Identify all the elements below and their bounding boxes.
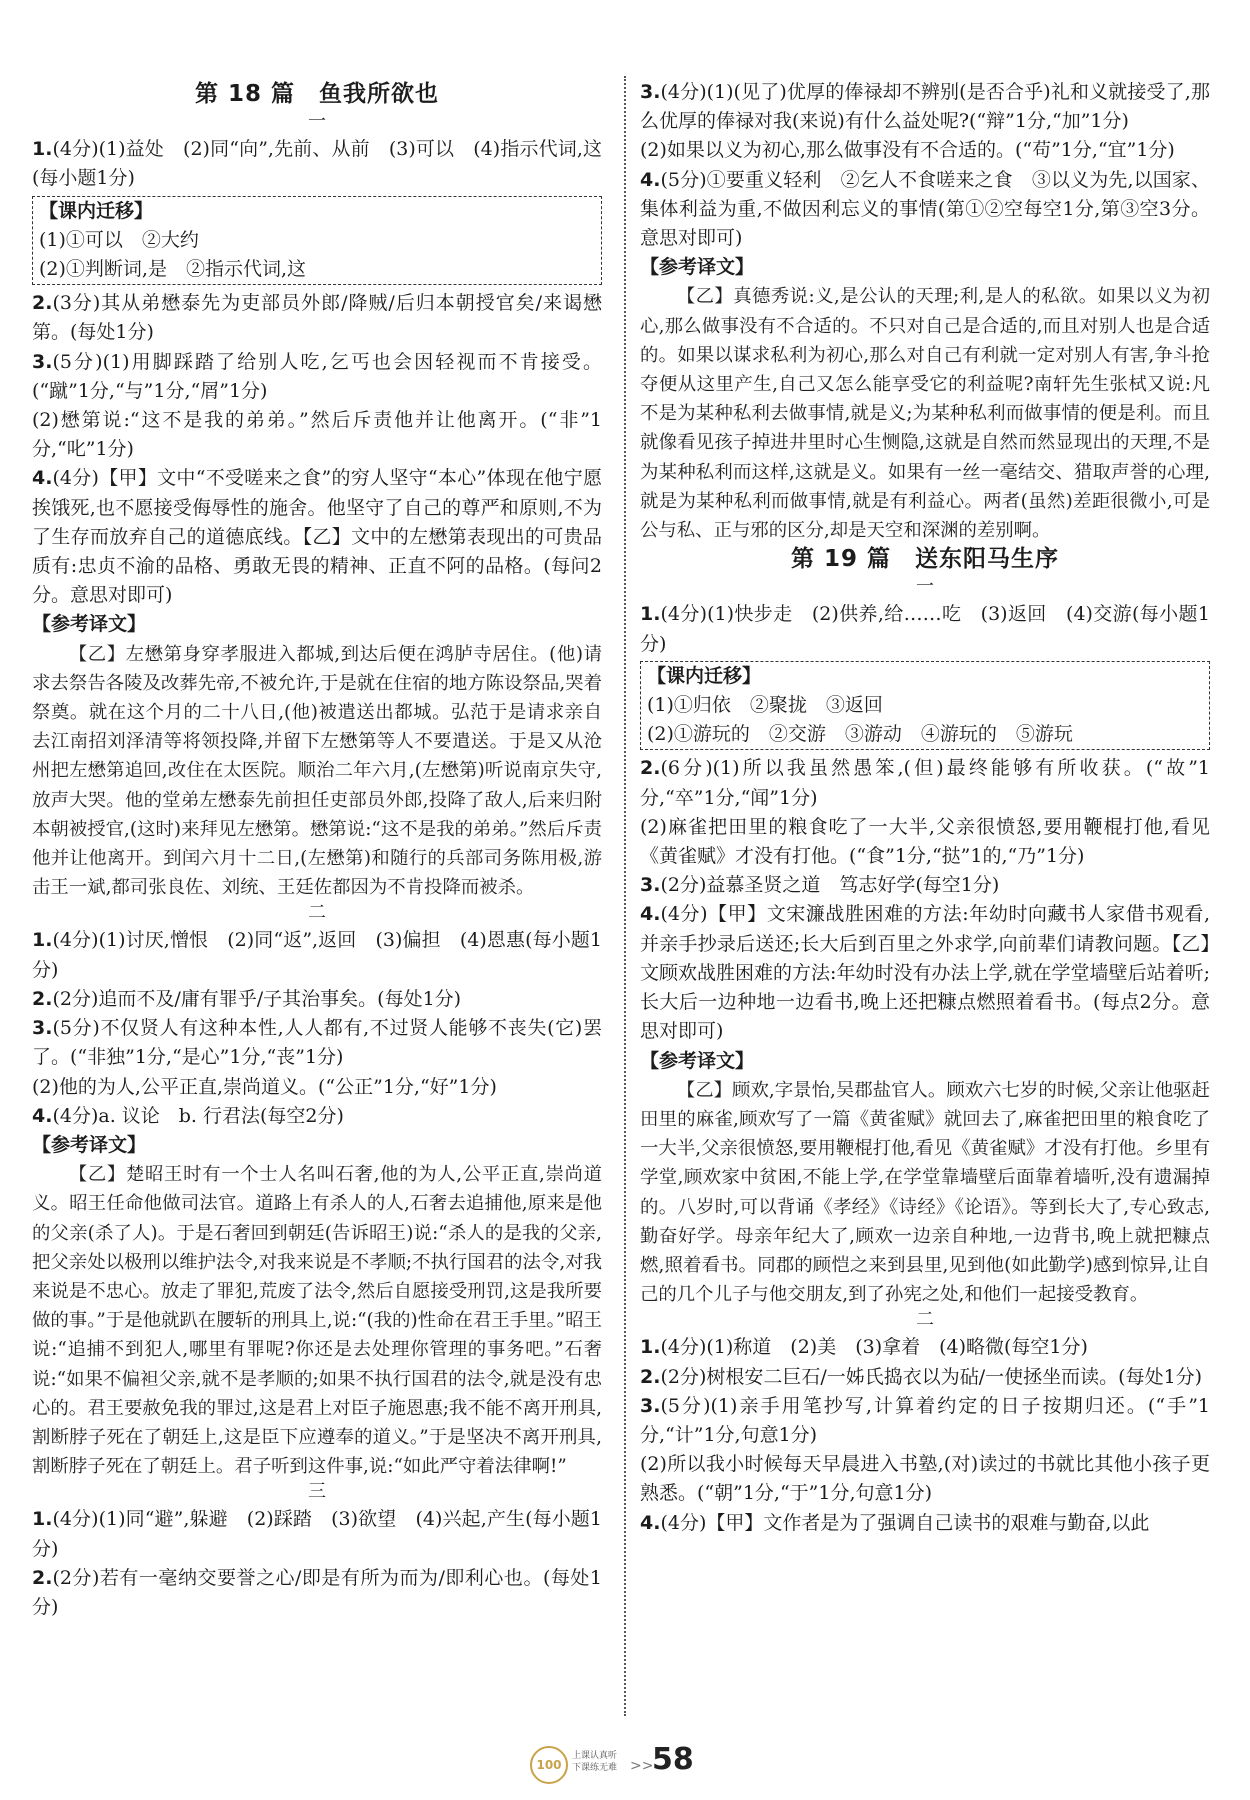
- reference-translation-heading: 【参考译文】: [640, 256, 755, 279]
- brand-logo-icon: 100: [530, 1746, 568, 1784]
- answer-item: 1.(4分)(1)益处 (2)同“向”,先前、从前 (3)可以 (4)指示代词,这(每小题1分): [32, 138, 602, 190]
- answer-item: 4.(4分)【甲】文作者是为了强调自己读书的艰难与勤奋,以此: [640, 1511, 1150, 1534]
- answer-subitem: (2)懋第说:“这不是我的弟弟。”然后斥责他并让他离开。(“非”1分,“叱”1分): [32, 409, 602, 461]
- answer-subitem: (2)他的为人,公平正直,崇尚道义。(“公正”1分,“好”1分): [32, 1075, 497, 1098]
- right-column: [640, 78, 1210, 1538]
- answer-item: 3.(5分)(1)用脚踩踏了给别人吃,乞丐也会因轻视而不肯接受。(“蹴”1分,“与”1分,“屑”1分): [32, 350, 602, 402]
- slogan-line: 上课认真听: [572, 1751, 618, 1761]
- answer-subitem: (2)如果以义为初心,那么做事没有不合适的。(“苟”1分,“宜”1分): [640, 139, 1175, 162]
- answer-subitem: (2)麻雀把田里的粮食吃了一大半,父亲很愤怒,要用鞭棍打他,看见《黄雀赋》才没有打他。(“食”1分,“挞”1的,“乃”1分): [640, 815, 1210, 868]
- arrow-icon: >>: [630, 1758, 654, 1774]
- box-line: (2)①判断词,是 ②指示代词,这: [39, 258, 306, 281]
- answer-item: 3.(5分)不仅贤人有这种本性,人人都有,不过贤人能够不丧失(它)罢了。(“非独”1分,“是心”1分,“丧”1分): [32, 1017, 602, 1069]
- translation-text: 【乙】左懋第身穿孝服进入都城,到达后便在鸿胪寺居住。(他)请求去祭告各陵及改葬先帝,不被允许,于是就在住宿的地方陈设祭品,哭着祭奠。就在这个月的二十八日,(他)被遣送出都城。弘范于是请求亲自去江南招刘泽清等将领投降,并留下左懋第等人不要遣送。于是又从沧州把左懋第追回,改住在太医院。顺治二年六月,(左懋第)听说南京失守,放声大哭。他的堂弟左懋泰先前担任吏部员外郎,投降了敌人,后来归附本朝被授官,(这时)来拜见左懋第。懋第说:“这不是我的弟弟。”然后斥责他并让他离开。到闰六月十二日,(左懋第)和随行的兵部司务陈用极,游击王一斌,都司张良佐、刘统、王廷佐都因为不肯投降而被杀。: [32, 643, 602, 899]
- answer-item: 1.(4分)(1)称道 (2)美 (3)拿着 (4)略微(每空1分): [640, 1336, 1088, 1359]
- answer-item: 2.(2分)追而不及/庸有罪乎/子其治事矣。(每处1分): [32, 987, 462, 1010]
- answer-item: 1.(4分)(1)快步走 (2)供养,给……吃 (3)返回 (4)交游(每小题1分): [640, 603, 1210, 655]
- answer-item: 1.(4分)(1)同“避”,躲避 (2)踩踏 (3)欲望 (4)兴起,产生(每小题1分): [32, 1508, 602, 1560]
- left-column: [32, 80, 602, 1622]
- footer-slogan: [572, 1750, 628, 1774]
- answer-item: 2.(3分)其从弟懋泰先为吏部员外郎/降贼/后归本朝授官矣/来谒懋第。(每处1分): [32, 292, 602, 344]
- in-class-transfer-box: [640, 661, 1210, 751]
- reference-translation-heading: 【参考译文】: [640, 1049, 755, 1072]
- section-18-title: 第 18 篇 鱼我所欲也: [194, 81, 440, 107]
- answer-item: 4.(4分)【甲】文中“不受嗟来之食”的穷人坚守“本心”体现在他宁愿挨饿死,也不愿接受侮辱性的施舍。他坚守了自己的尊严和原则,不为了生存而放弃自己的道德底线。【乙】文中的左懋第表现出的可贵品质有:忠贞不渝的品格、勇敢无畏的精神、正直不阿的品格。(每问2分。意思对即可): [32, 467, 602, 607]
- answer-subitem: (2)所以我小时候每天早晨进入书塾,(对)读过的书就比其他小孩子更熟悉。(“朝”1分,“于”1分,句意1分): [640, 1453, 1210, 1505]
- slogan-line: 下课练无难: [572, 1763, 618, 1773]
- answer-item: 2.(6分)(1)所以我虽然愚笨,(但)最终能够有所收获。(“故”1分,“卒”1分,“闻”1分): [640, 757, 1210, 809]
- part-heading: 一: [308, 111, 326, 133]
- box-line: (2)①游玩的 ②交游 ③游动 ④游玩的 ⑤游玩: [647, 723, 1073, 746]
- answer-item: 3.(4分)(1)(见了)优厚的俸禄却不辨别(是否合乎)礼和义就接受了,那么优厚的俸禄对我(来说)有什么益处呢?(“辩”1分,“加”1分): [640, 81, 1210, 133]
- in-class-transfer-box: [32, 196, 602, 286]
- box-title: 【课内迁移】: [39, 199, 154, 222]
- answer-item: 1.(4分)(1)讨厌,憎恨 (2)同“返”,返回 (3)偏担 (4)恩惠(每小题1分): [32, 929, 602, 981]
- answer-item: 3.(5分)(1)亲手用笔抄写,计算着约定的日子按期归还。(“手”1分,“计”1分,句意1分): [640, 1394, 1210, 1446]
- part-heading: 二: [916, 1309, 934, 1331]
- answer-item: 2.(2分)树根安二巨石/一姊氏捣衣以为砧/一使拯坐而读。(每处1分): [640, 1365, 1203, 1388]
- translation-text: 【乙】顾欢,字景怡,吴郡盐官人。顾欢六七岁的时候,父亲让他驱赶田里的麻雀,顾欢写了一篇《黄雀赋》就回去了,麻雀把田里的粮食吃了一大半,父亲很愤怒,要用鞭棍打他,看见《黄雀赋》才没有打他。乡里有学堂,顾欢家中贫困,不能上学,在学堂靠墙壁后面靠着墙听,没有遗漏掉的。八岁时,可以背诵《孝经》《诗经》《论语》。等到长大了,专心致志,勤奋好学。母亲年纪大了,顾欢一边亲自种地,一边背书,晚上就把糠点燃,照着看书。同郡的顾恺之来到县里,见到他(如此勤学)感到惊异,让自己的几个儿子与他交朋友,到了孙宪之处,和他们一起接受教育。: [640, 1079, 1210, 1306]
- box-title: 【课内迁移】: [647, 664, 762, 687]
- answer-item: 2.(2分)若有一毫纳交要誉之心/即是有所为而为/即利心也。(每处1分): [32, 1566, 602, 1618]
- translation-text: 【乙】楚昭王时有一个士人名叫石奢,他的为人,公平正直,崇尚道义。昭王任命他做司法官。道路上有杀人的人,石奢去追捕他,原来是他的父亲(杀了人)。于是石奢回到朝廷(告诉昭王)说:“杀人的是我的父亲,把父亲处以极刑以维护法令,对我来说是不孝顺;不执行国君的法令,对我来说是不忠心。放走了罪犯,荒废了法令,然后自愿接受刑罚,这是我所要做的事。”于是他就趴在腰斩的刑具上,说:“(我的)性命在君王手里。”昭王说:“追捕不到犯人,哪里有罪呢?你还是去处理你管理的事务吧。”石奢说:“如果不偏袒父亲,就不是孝顺的;如果不执行国君的法令,就是没有忠心的。君王要赦免我的罪过,这是君上对臣子施恩惠;我不能不离开刑具,割断脖子死在了朝廷上,这是臣下应遵奉的道义。”于是坚决不离开刑具,割断脖子死在了朝廷上。君子听到这件事,说:“如此严守着法律啊!”: [32, 1164, 602, 1478]
- box-line: (1)①可以 ②大约: [39, 228, 199, 251]
- translation-text: 【乙】真德秀说:义,是公认的天理;利,是人的私欲。如果以义为初心,那么做事没有不合适的。不只对自己是合适的,而且对别人也是合适的。如果以谋求私利为初心,那么对自己有利就一定对别人有害,争斗抢夺便从这里产生,自己又怎么能享受它的利益呢?南轩先生张栻又说:凡不是为某种私利去做事情,就是义;为某种私利而做事情的便是利。而且就像看见孩子掉进井里时心生恻隐,这就是自然而然显现出的天理,不是为某种私利而这样,这就是义。如果有一丝一毫结交、猎取声誉的心理,就是为某种私利而做事情,就是有利益心。两者(虽然)差距很微小,可是公与私、正与邪的区分,却是天空和深渊的差别啊。: [640, 286, 1210, 542]
- box-line: (1)①归依 ②聚拢 ③返回: [647, 694, 883, 717]
- page-number: 58: [652, 1742, 694, 1777]
- column-divider: [624, 76, 626, 1716]
- part-heading: 一: [916, 576, 934, 598]
- part-heading: 二: [308, 902, 326, 924]
- reference-translation-heading: 【参考译文】: [32, 613, 147, 636]
- part-heading: 三: [308, 1481, 326, 1503]
- answer-item: 4.(5分)①要重义轻利 ②乞人不食嗟来之食 ③以义为先,以国家、集体利益为重,不做因利忘义的事情(第①②空每空1分,第③空3分。意思对即可): [640, 168, 1210, 250]
- reference-translation-heading: 【参考译文】: [32, 1133, 147, 1156]
- answer-item: 3.(2分)益慕圣贤之道 笃志好学(每空1分): [640, 874, 1000, 897]
- section-19-title: 第 19 篇 送东阳马生序: [790, 546, 1060, 573]
- page-footer: [0, 1738, 1250, 1788]
- answer-item: 4.(4分)a. 议论 b. 行君法(每空2分): [32, 1104, 344, 1127]
- answer-item: 4.(4分)【甲】文宋濂战胜困难的方法:年幼时向藏书人家借书观看,并亲手抄录后送还;长大后到百里之外求学,向前辈们请教问题。【乙】文顾欢战胜困难的方法:年幼时没有办法上学,就在学堂墙壁后站着听;长大后一边种地一边看书,晚上还把糠点燃照着看书。(每点2分。意思对即可): [640, 903, 1210, 1043]
